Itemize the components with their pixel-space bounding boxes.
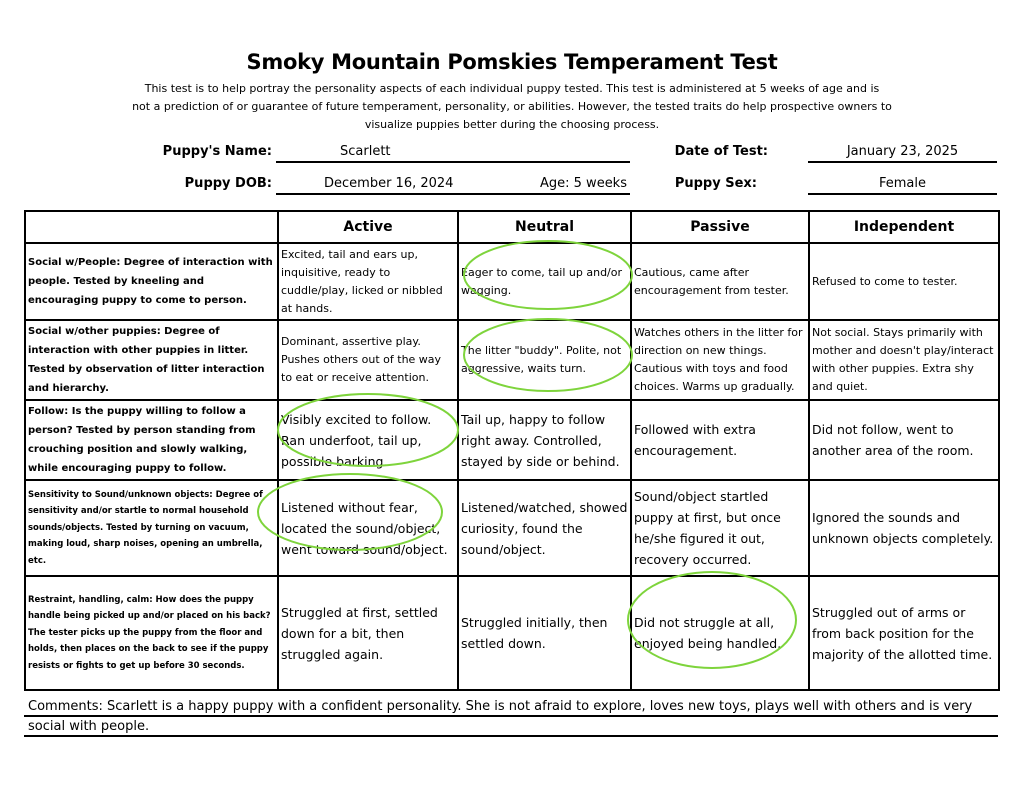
header-independent: Independent: [809, 211, 999, 243]
table-row-restraint: [25, 576, 999, 690]
cell-active: Listened without fear, located the sound/object, went toward sound/object.: [278, 480, 458, 576]
date-of-test-label: Date of Test:: [674, 144, 768, 159]
table-row-social-puppies: [25, 320, 999, 400]
cell-neutral: Eager to come, tail up and/or wagging.: [458, 243, 631, 320]
date-of-test-line: [808, 161, 997, 163]
intro-line: visualize puppies better during the choosing process.: [364, 118, 660, 131]
cell-active: Struggled at first, settled down for a bit, then struggled again.: [278, 576, 458, 690]
table-header-row: [25, 211, 999, 243]
cell-independent: Ignored the sounds and unknown objects completely.: [809, 480, 999, 576]
date-of-test-value: January 23, 2025: [846, 144, 959, 159]
cell-passive: Sound/object startled puppy at first, but once he/she figured it out, recovery occurred.: [631, 480, 809, 576]
puppy-name-label: Puppy's Name:: [162, 144, 272, 159]
puppy-name-line: [276, 161, 630, 163]
cell-neutral: The litter "buddy". Polite, not aggressive, waits turn.: [458, 320, 631, 400]
cell-neutral: Listened/watched, showed curiosity, found the sound/object.: [458, 480, 631, 576]
cell-active: Visibly excited to follow. Ran underfoot, tail up, possible barking.: [278, 400, 458, 480]
puppy-name-value: Scarlett: [340, 144, 391, 159]
cell-passive: Followed with extra encouragement.: [631, 400, 809, 480]
cell-active: Dominant, assertive play. Pushes others out of the way to eat or receive attention.: [278, 320, 458, 400]
header-passive: Passive: [631, 211, 809, 243]
cell-neutral: Struggled initially, then settled down.: [458, 576, 631, 690]
criterion-cell: Social w/other puppies: Degree of interaction with other puppies in litter. Tested by observation of litter interaction and hierarchy.: [25, 320, 278, 400]
header-criteria: [25, 211, 278, 243]
puppy-dob-label: Puppy DOB:: [184, 176, 272, 191]
cell-independent: Did not follow, went to another area of the room.: [809, 400, 999, 480]
puppy-sex-line: [808, 193, 997, 195]
cell-neutral: Tail up, happy to follow right away. Controlled, stayed by side or behind.: [458, 400, 631, 480]
cell-passive: Watches others in the litter for direction on new things. Cautious with toys and food choices. Warms up gradually.: [631, 320, 809, 400]
cell-independent: Struggled out of arms or from back position for the majority of the allotted time.: [809, 576, 999, 690]
header-active: Active: [278, 211, 458, 243]
puppy-dob-line: [276, 193, 630, 195]
puppy-dob-value: December 16, 2024: [324, 176, 454, 191]
intro-line: This test is to help portray the personality aspects of each individual puppy tested. This test is administered at 5 weeks of age and is: [144, 82, 880, 95]
cell-active: Excited, tail and ears up, inquisitive, ready to cuddle/play, licked or nibbled at hands.: [278, 243, 458, 320]
page-title: Smoky Mountain Pomskies Temperament Test: [246, 50, 778, 74]
cell-passive: Did not struggle at all, enjoyed being handled.: [631, 576, 809, 690]
criterion-cell: Follow: Is the puppy willing to follow a person? Tested by person standing from crouching position and slowly walking, while encouraging puppy to follow.: [25, 400, 278, 480]
comments-line: [24, 715, 998, 717]
intro-line: not a prediction of or guarantee of future temperament, personality, or abilities. However, the tested traits do help prospective owners to: [132, 100, 892, 113]
puppy-sex-value: Female: [878, 176, 926, 191]
comments-line: [24, 735, 998, 737]
cell-passive: Cautious, came after encouragement from tester.: [631, 243, 809, 320]
puppy-sex-label: Puppy Sex:: [674, 176, 757, 191]
intro-paragraph: [120, 80, 904, 134]
criterion-cell: Sensitivity to Sound/unknown objects: Degree of sensitivity and/or startle to normal household sounds/objects. Tested by turning on vacuum, making loud, sharp noises, opening an umbrella, etc.: [25, 480, 278, 576]
criterion-cell: Social w/People: Degree of interaction with people. Tested by kneeling and encouraging puppy to come to person.: [25, 243, 278, 320]
cell-independent: Not social. Stays primarily with mother and doesn't play/interact with other puppies. Extra shy and quiet.: [809, 320, 999, 400]
header-neutral: Neutral: [458, 211, 631, 243]
criterion-cell: Restraint, handling, calm: How does the puppy handle being picked up and/or placed on his back? The tester picks up the puppy from the floor and holds, then places on the back to see if the puppy resists or fights to get up before 30 seconds.: [25, 576, 278, 690]
comments-text: Comments: Scarlett is a happy puppy with a confident personality. She is not afraid to explore, loves new toys, plays well with others and is very social with people.: [28, 699, 973, 734]
table-row-follow: [25, 400, 999, 480]
table-row-social-people: [25, 243, 999, 320]
puppy-age-value: Age: 5 weeks: [540, 176, 627, 191]
table-row-sensitivity: [25, 480, 999, 576]
cell-independent: Refused to come to tester.: [809, 243, 999, 320]
temperament-table: [24, 210, 1000, 691]
